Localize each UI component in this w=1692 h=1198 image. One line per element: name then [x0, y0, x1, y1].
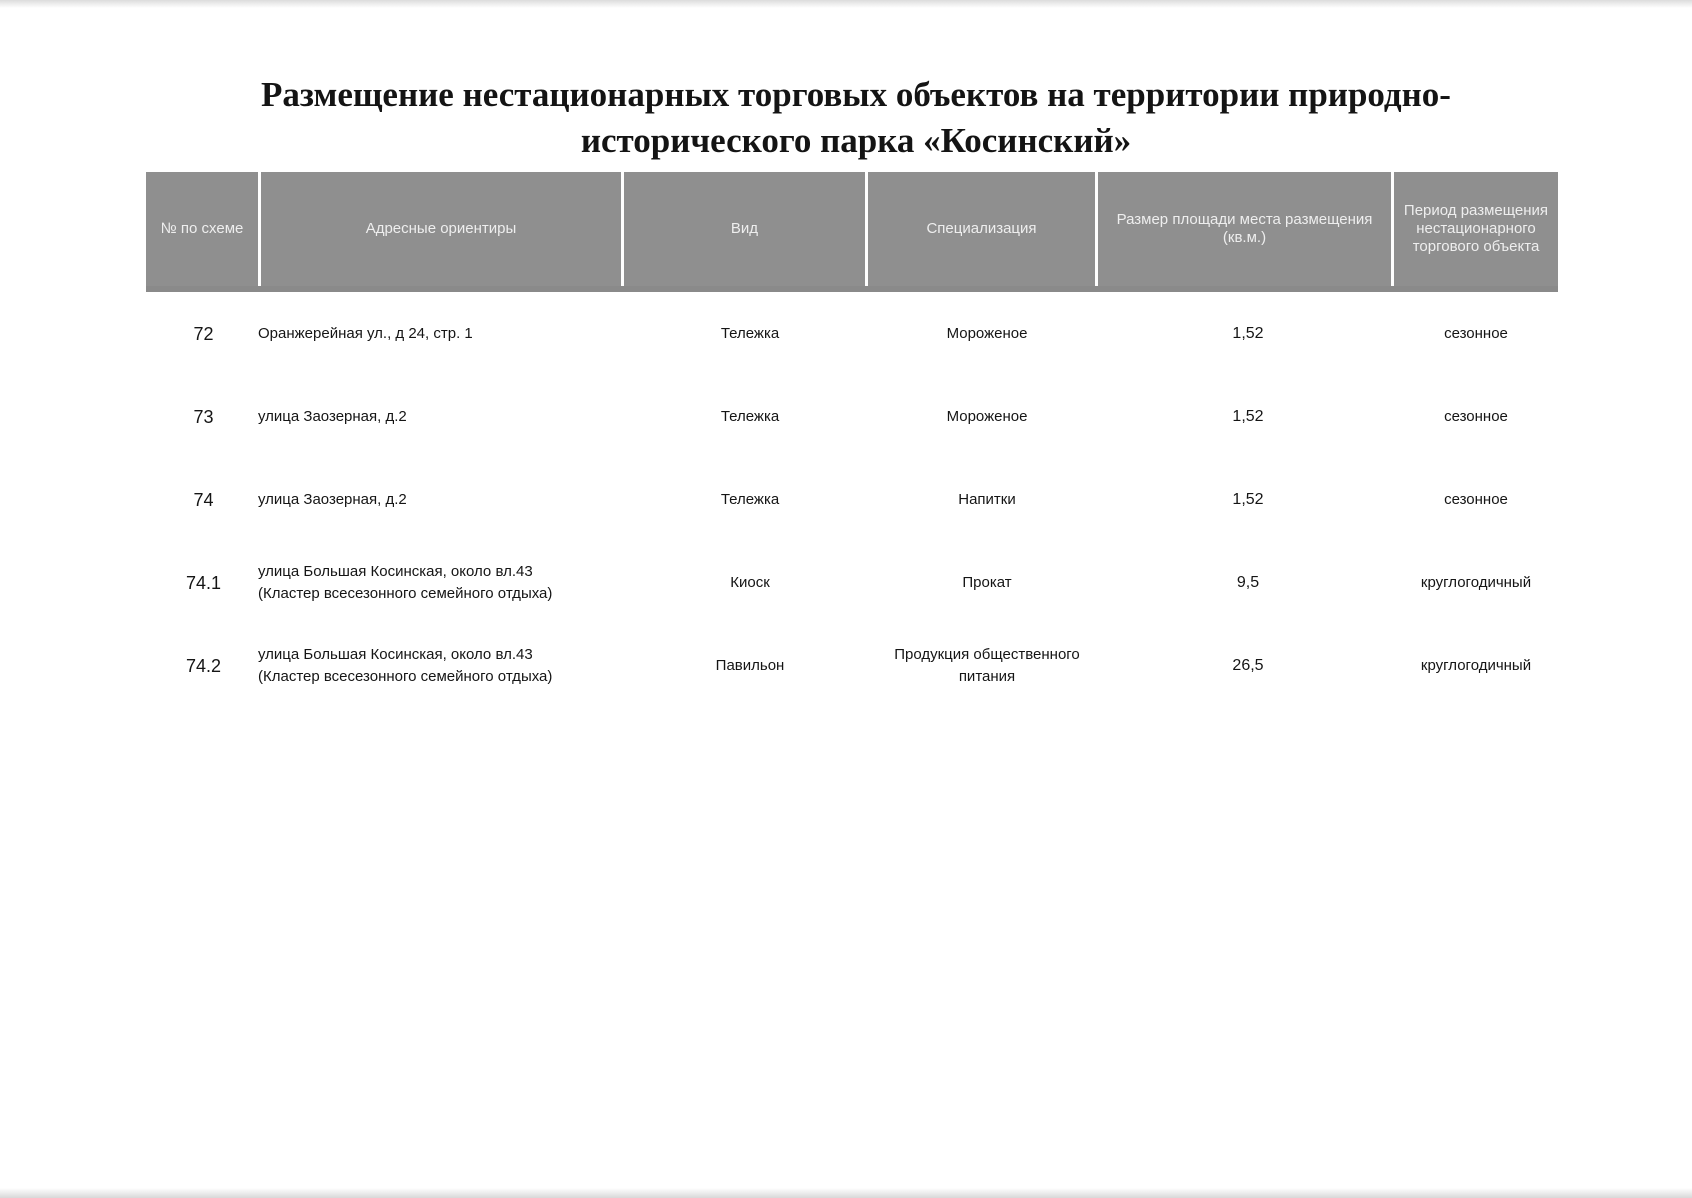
cell-type: Киоск	[730, 573, 770, 591]
cell-period: сезонное	[1444, 490, 1508, 508]
address-line-1: улица Заозерная, д.2	[258, 407, 407, 425]
cell-area: 1,52	[1232, 324, 1264, 342]
document-title	[146, 72, 1566, 164]
table-row	[146, 458, 1558, 541]
cell-type: Тележка	[720, 407, 780, 425]
cell-area: 9,5	[1236, 573, 1260, 591]
cell-area: 26,5	[1232, 656, 1264, 674]
cell-type: Тележка	[720, 490, 780, 508]
table-row	[146, 624, 1558, 707]
cell-period: круглогодичный	[1420, 656, 1532, 674]
cell-specialization	[872, 458, 1102, 541]
cell-period: сезонное	[1444, 324, 1508, 342]
header-scheme-number: № по схеме	[146, 172, 261, 286]
table-header-row	[146, 172, 1558, 292]
specialization-line-1: Мороженое	[946, 407, 1028, 425]
specialization-line-2: питания	[958, 667, 1016, 685]
address-line-2: (Кластер всесезонного семейного отдыха)	[258, 667, 553, 685]
header-address: Адресные ориентиры	[261, 172, 624, 286]
cell-specialization	[872, 375, 1102, 458]
address-line-1: улица Заозерная, д.2	[258, 490, 407, 508]
cell-scheme-number: 74.1	[185, 572, 222, 593]
cell-address	[258, 375, 618, 458]
cell-type: Павильон	[715, 656, 785, 674]
table-row	[146, 375, 1558, 458]
cell-address	[258, 624, 618, 707]
cell-specialization	[872, 292, 1102, 375]
address-line-2: (Кластер всесезонного семейного отдыха)	[258, 584, 553, 602]
cell-area: 1,52	[1232, 407, 1264, 425]
scan-edge-bottom	[0, 1188, 1692, 1198]
address-line-1: улица Большая Косинская, около вл.43	[258, 562, 533, 580]
header-period: Период размещения нестационарного торгового объекта	[1394, 172, 1558, 286]
cell-address	[258, 541, 618, 624]
specialization-line-1: Продукция общественного	[894, 645, 1080, 663]
cell-address	[258, 292, 618, 375]
title-line-1: Размещение нестационарных торговых объектов на территории природно-	[261, 75, 1451, 114]
cell-area: 1,52	[1232, 490, 1264, 508]
table-row	[146, 541, 1558, 624]
scan-edge-top	[0, 0, 1692, 8]
specialization-line-1: Мороженое	[946, 324, 1028, 342]
cell-type: Тележка	[720, 324, 780, 342]
specialization-line-1: Прокат	[962, 573, 1012, 591]
cell-specialization	[872, 541, 1102, 624]
address-line-1: улица Большая Косинская, около вл.43	[258, 645, 533, 663]
cell-scheme-number: 74	[193, 489, 214, 510]
header-type: Вид	[624, 172, 868, 286]
address-line-1: Оранжерейная ул., д 24, стр. 1	[258, 324, 473, 342]
cell-scheme-number: 74.2	[185, 655, 222, 676]
cell-specialization	[872, 624, 1102, 707]
cell-scheme-number: 73	[193, 406, 214, 427]
cell-period: круглогодичный	[1420, 573, 1532, 591]
header-area: Размер площади места размещения (кв.м.)	[1098, 172, 1394, 286]
title-line-2: исторического парка «Косинский»	[580, 121, 1132, 160]
specialization-line-1: Напитки	[958, 490, 1016, 508]
placement-table	[146, 172, 1558, 707]
cell-scheme-number: 72	[193, 323, 214, 344]
cell-period: сезонное	[1444, 407, 1508, 425]
table-row	[146, 292, 1558, 375]
cell-address	[258, 458, 618, 541]
header-specialization: Специализация	[868, 172, 1098, 286]
